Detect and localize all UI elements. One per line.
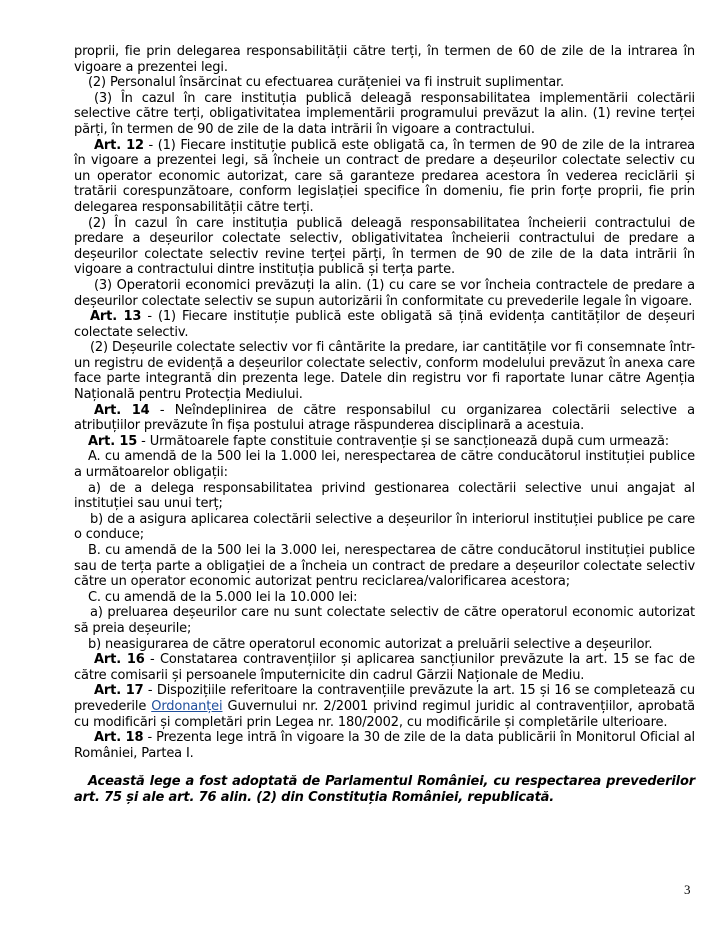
paragraph-text: b) neasigurarea de către operatorul economic autorizat a preluării selective a deșeurilor.: [88, 636, 653, 652]
paragraph-text: (3) Operatorii economici prevăzuți la alin. (1) cu care se vor încheia contractele de predare a deșeurilor colectate selectiv se supun autorizării în conformitate cu prevederile legale în vigoare.: [74, 277, 695, 309]
paragraph-text: Guvernului nr. 2/2001 privind regimul juridic al contravențiilor, aprobată cu modificări și completări prin Legea nr. 180/2002, cu modificările și completările ulterioare.: [74, 698, 695, 730]
paragraph: [74, 652, 695, 683]
paragraph: [74, 543, 695, 590]
paragraph-text: - Următoarele fapte constituie contravenție și se sancționează după cum urmează:: [137, 433, 670, 449]
paragraph-text: - (1) Fiecare instituție publică este obligată ca, în termen de 90 de zile de la intrarea în vigoare a prezentei legi, să încheie un contract de predare a deșeurilor colectate selectiv cu un operator economic autorizat, care să garanteze predarea acestora în vederea reciclării și tratării corespunzătoare, conform legislației specifice în domeniu, fie prin forțe proprii, fie prin delegarea responsabilității către terți.: [74, 137, 695, 215]
article-label: Art. 14: [94, 402, 150, 418]
paragraph: [74, 138, 695, 216]
paragraph: [74, 434, 695, 450]
paragraph: [74, 637, 695, 653]
paragraph-text: a) de a delega responsabilitatea privind gestionarea colectării selective unui angajat al instituției sau unui terț;: [74, 480, 695, 512]
paragraph: [74, 449, 695, 480]
paragraph-text: - (1) Fiecare instituție publică este obligată să țină evidența cantităților de deșeuri colectate selectiv.: [74, 309, 695, 340]
article-label: Art. 16: [94, 652, 145, 668]
article-label: Art. 18: [94, 730, 144, 746]
paragraph-text: b) de a asigura aplicarea colectării selective a deșeurilor în interiorul instituției publice pe care o conduce;: [74, 511, 695, 543]
paragraph-list: [74, 44, 695, 683]
article-label: Art. 12: [94, 137, 144, 153]
article-label: Art. 13: [90, 309, 142, 325]
paragraph: [74, 91, 695, 138]
paragraph: [74, 44, 695, 75]
article-label: Art. 17: [94, 683, 144, 699]
paragraph: [74, 590, 695, 606]
ordonanta-link[interactable]: Ordonanței: [151, 698, 223, 714]
paragraph-text: - Dispozițiile referitoare la contravențiile prevăzute la art. 15 și 16 se completează cu prevederile: [74, 683, 695, 714]
paragraph-text: (2) În cazul în care instituția publică deleagă responsabilitatea încheierii contractului de predare a deșeurilor colectate selectiv, obligativitatea încheierii contractului de predare a deșeurilor colectate selectiv revine terței părți, în termen de 90 de zile de la data intrării în vigoare a contractului dintre instituția publică și terța parte.: [74, 215, 695, 278]
article-label: Art. 15: [88, 433, 138, 449]
paragraph: [74, 340, 695, 402]
paragraph-text: (3) În cazul în care instituția publică deleagă responsabilitatea implementării colectării selective către terți, obligativitatea implementării programului prevăzut la alin. (1) revine terței părți, în termen de 90 de zile de la data intrării în vigoare a contractului.: [74, 90, 695, 137]
paragraph: [74, 216, 695, 278]
paragraph: [74, 512, 695, 543]
paragraph-text: C. cu amendă de la 5.000 lei la 10.000 lei:: [88, 589, 358, 605]
paragraph-text: - Prezenta lege intră în vigoare la 30 de zile de la data publicării în Monitorul Oficial al României, Partea I.: [74, 730, 695, 761]
closing-statement: Această lege a fost adoptată de Parlamentul României, cu respectarea prevederilor art. 75 și ale art. 76 alin. (2) din Constituția României, republicată.: [74, 774, 695, 805]
paragraph-text: proprii, fie prin delegarea responsabilității către terți, în termen de 60 de zile de la intrarea în vigoare a prezentei legi.: [74, 44, 695, 75]
paragraph: [74, 605, 695, 636]
paragraph: [74, 75, 695, 91]
paragraph-text: A. cu amendă de la 500 lei la 1.000 lei, nerespectarea de către conducătorul instituției publice a următoarelor obligații:: [74, 449, 695, 481]
document-body: [74, 44, 695, 806]
paragraph-art-17: [74, 683, 695, 730]
paragraph-text: a) preluarea deșeurilor care nu sunt colectate selectiv de către operatorul economic autorizat să preia deșeurile;: [74, 605, 695, 636]
paragraph-text: - Neîndeplinirea de către responsabilul cu organizarea colectării selective a atribuțiilor prevăzute în fișa postului atrage răspunderea disciplinară a acestuia.: [74, 402, 695, 434]
paragraph: [74, 403, 695, 434]
paragraph: [74, 309, 695, 340]
page-number: 3: [684, 882, 691, 897]
paragraph: [74, 481, 695, 512]
paragraph: [74, 278, 695, 309]
paragraph-text: - Constatarea contravențiilor și aplicarea sancțiunilor prevăzute la art. 15 se fac de către comisarii și persoanele împuternicite din cadrul Gărzii Naționale de Mediu.: [74, 652, 695, 683]
paragraph-text: (2) Deșeurile colectate selectiv vor fi cântărite la predare, iar cantitățile vor fi consemnate într-un registru de evidență a deșeurilor colectate selectiv, conform modelului prevăzut în anexa care face parte integrantă din prezenta lege. Datele din registru vor fi raportate lunar către Agenția Națională pentru Protecția Mediului.: [74, 340, 695, 403]
paragraph-text: B. cu amendă de la 500 lei la 3.000 lei, nerespectarea de către conducătorul instituției publice sau de terța parte a obligației de a încheia un contract de predare a deșeurilor colectate selectiv către un operator economic autorizat pentru reciclarea/valorificarea acestora;: [74, 543, 695, 590]
paragraph-art-18: [74, 730, 695, 761]
paragraph-text: (2) Personalul însărcinat cu efectuarea curățeniei va fi instruit suplimentar.: [88, 75, 565, 91]
